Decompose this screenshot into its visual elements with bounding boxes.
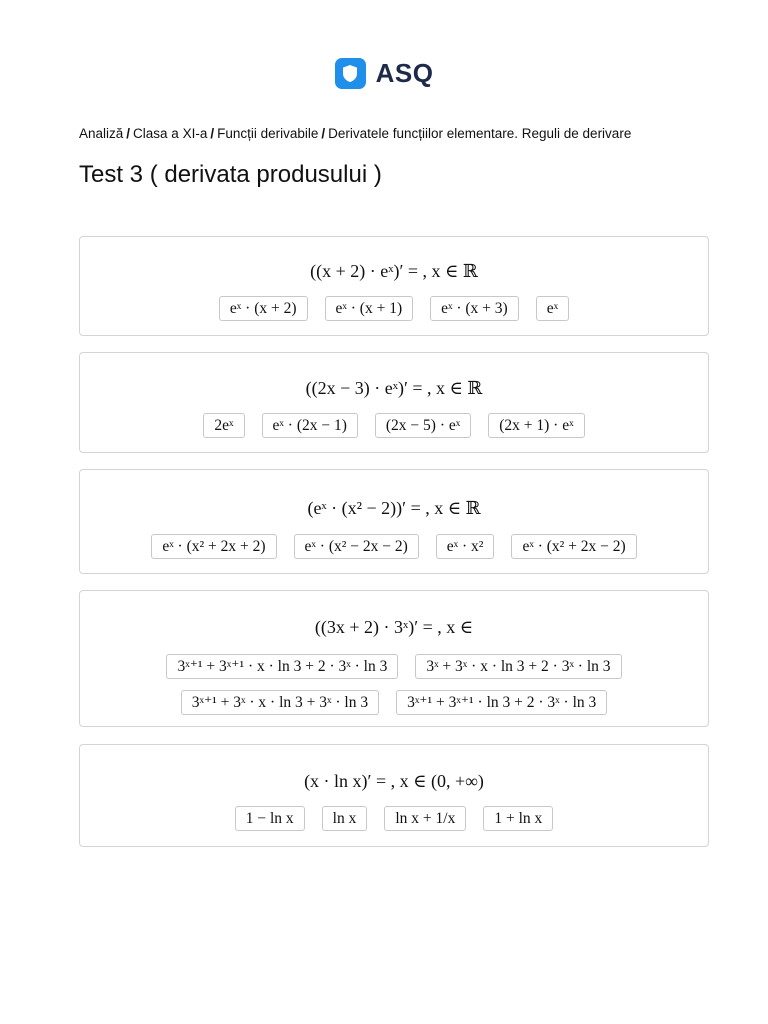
answer-option[interactable]: eˣ bbox=[536, 296, 569, 321]
answer-option[interactable]: eˣ · (x + 2) bbox=[219, 296, 308, 321]
question-card-5 bbox=[79, 744, 709, 847]
question-expression: ((x + 2) · eˣ)′ = , x ∈ ℝ bbox=[310, 261, 478, 281]
answer-option[interactable]: eˣ · (x² − 2x − 2) bbox=[294, 534, 419, 559]
question-expression: ((2x − 3) · eˣ)′ = , x ∈ ℝ bbox=[305, 378, 483, 398]
answer-option[interactable]: eˣ · (2x − 1) bbox=[262, 413, 358, 438]
answer-option[interactable]: 3ˣ⁺¹ + 3ˣ · x · ln 3 + 3ˣ · ln 3 bbox=[181, 690, 379, 715]
answer-option[interactable]: (2x + 1) · eˣ bbox=[488, 413, 584, 438]
shield-icon bbox=[335, 58, 366, 89]
breadcrumb-item-derivate[interactable]: Derivatele funcțiilor elementare. Reguli de derivare bbox=[328, 126, 632, 141]
question-expression: (x · ln x)′ = , x ∈ (0, +∞) bbox=[304, 771, 484, 791]
breadcrumb-item-clasa[interactable]: Clasa a XI-a bbox=[133, 126, 208, 141]
answer-option[interactable]: 3ˣ⁺¹ + 3ˣ⁺¹ · x · ln 3 + 2 · 3ˣ · ln 3 bbox=[166, 654, 398, 679]
answer-option[interactable]: eˣ · (x + 1) bbox=[325, 296, 414, 321]
question-expression: ((3x + 2) · 3ˣ)′ = , x ∈ bbox=[314, 617, 474, 637]
page-title: Test 3 ( derivata produsului ) bbox=[79, 161, 382, 188]
answer-option[interactable]: (2x − 5) · eˣ bbox=[375, 413, 471, 438]
breadcrumb-separator: / bbox=[321, 126, 326, 141]
question-card-4 bbox=[79, 590, 709, 727]
answer-option[interactable]: 1 − ln x bbox=[235, 806, 305, 831]
logo-text: ASQ bbox=[375, 58, 434, 88]
breadcrumb-item-functii[interactable]: Funcții derivabile bbox=[217, 126, 319, 141]
question-card-3 bbox=[79, 469, 709, 574]
question-card-2 bbox=[79, 352, 709, 453]
answer-option[interactable]: eˣ · (x² + 2x − 2) bbox=[511, 534, 636, 559]
breadcrumb-separator: / bbox=[126, 126, 131, 141]
answer-option[interactable]: ln x + 1/x bbox=[384, 806, 466, 831]
logo[interactable] bbox=[0, 58, 768, 89]
answer-option[interactable]: 3ˣ⁺¹ + 3ˣ⁺¹ · ln 3 + 2 · 3ˣ · ln 3 bbox=[396, 690, 607, 715]
answer-option[interactable]: eˣ · (x + 3) bbox=[430, 296, 519, 321]
answer-option[interactable]: eˣ · (x² + 2x + 2) bbox=[151, 534, 276, 559]
breadcrumb-separator: / bbox=[210, 126, 215, 141]
answer-option[interactable]: eˣ · x² bbox=[436, 534, 495, 559]
answer-option[interactable]: 1 + ln x bbox=[483, 806, 553, 831]
answer-option[interactable]: 2eˣ bbox=[203, 413, 244, 438]
answer-option[interactable]: 3ˣ + 3ˣ · x · ln 3 + 2 · 3ˣ · ln 3 bbox=[415, 654, 621, 679]
answer-option[interactable]: ln x bbox=[322, 806, 368, 831]
breadcrumb-item-analiza[interactable]: Analiză bbox=[79, 126, 124, 141]
breadcrumb bbox=[79, 126, 631, 141]
question-expression: (eˣ · (x² − 2))′ = , x ∈ ℝ bbox=[307, 498, 481, 518]
question-card-1 bbox=[79, 236, 709, 336]
